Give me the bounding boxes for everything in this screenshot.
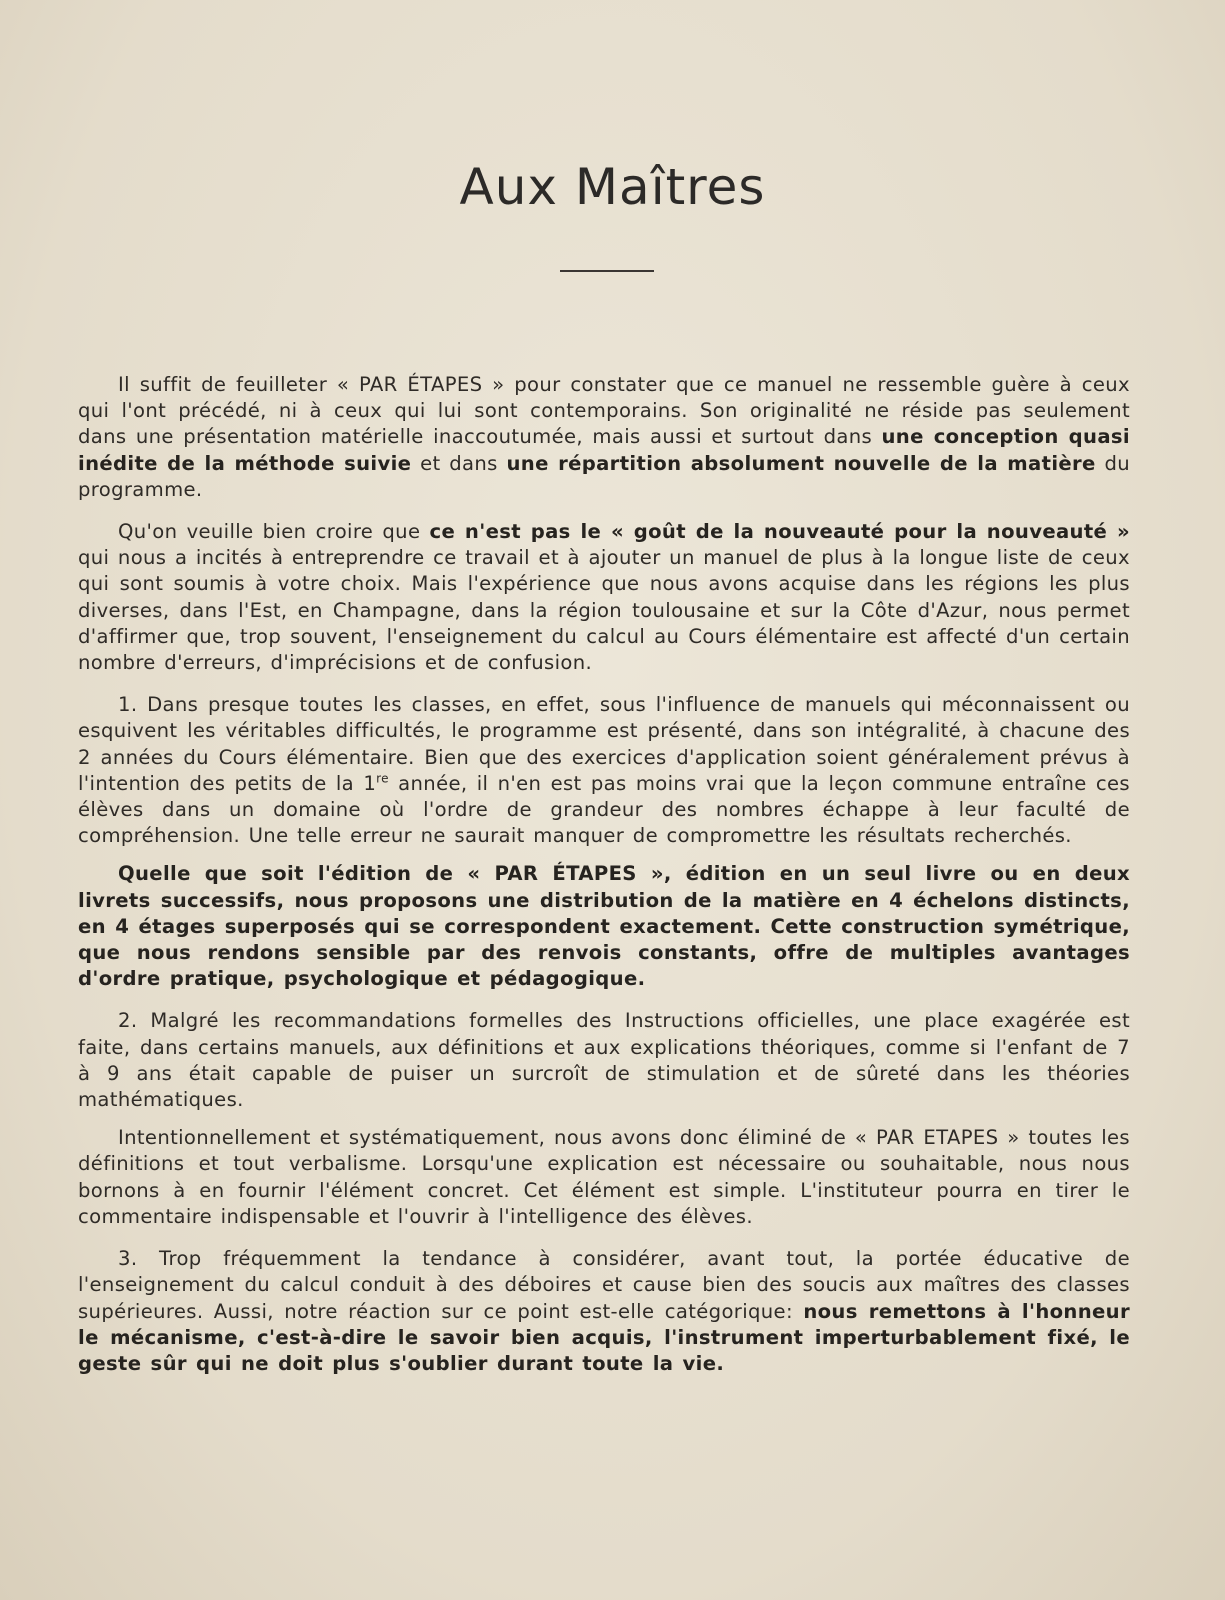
text-run: Il suffit de feuilleter « PAR ÉTAPES » pour constater que ce manuel ne ressemble guère à ceux qui l'ont précédé, ni à ceux qui lui sont contemporains. Son originalité ne réside pas seulement dans une présentation matérielle inaccoutumée, mais aussi et surtout dans <box>78 373 1130 449</box>
text-run: ce n'est pas le « goût de la nouveauté pour la nouveauté » <box>429 520 1130 544</box>
paragraph-6 <box>78 1125 1130 1230</box>
text-run: nous remettons à l'honneur le mécanisme, c'est-à-dire le savoir bien acquis, l'instrument imperturbablement fixé, le geste sûr qui ne doit plus s'oublier durant toute la vie. <box>78 1299 1130 1375</box>
title-divider <box>560 270 654 272</box>
text-run: Quelle que soit l'édition de « PAR ÉTAPES », édition en un seul livre ou en deux livrets successifs, nous proposons une distribution de la matière en 4 échelons distincts, en 4 étages superposés qui se correspondent exactement. Cette construction symétrique, que nous rendons sensible par des renvois constants, offre de multiples avantages d'ordre pratique, psychologique et pédagogique. <box>78 862 1130 991</box>
text-run: année, il n'en est pas moins vrai que la leçon commune entraîne ces élèves dans un domaine où l'ordre de grandeur des nombres échappe à leur faculté de compréhension. Une telle erreur ne saurait manquer de compromettre les résultats recherchés. <box>78 771 1130 848</box>
text-run: 1. Dans presque toutes les classes, en effet, sous l'influence de manuels qui méconnaissent ou esquivent les véritables difficultés, le programme est présenté, dans son intégralité, à chacune des 2 années du Cours élémentaire. Bien que des exercices d'application soient généralement prévus à l'intention des petits de la 1 <box>78 693 1130 795</box>
text-run: Qu'on veuille bien croire que <box>118 520 430 544</box>
text-run: re <box>376 771 389 786</box>
page-title: Aux Maîtres <box>459 158 766 216</box>
text-run: Intentionnellement et systématiquement, nous avons donc éliminé de « PAR ETAPES » toutes les définitions et tout verbalisme. Lorsqu'une explication est nécessaire ou souhaitable, nous nous bornons à en fournir l'élément concret. Cet élément est simple. L'instituteur pourra en tirer le commentaire indispensable et l'ouvrir à l'intelligence des élèves. <box>78 1126 1130 1228</box>
text-run: du programme. <box>78 451 1130 501</box>
text-run: 2. Malgré les recommandations formelles des Instructions officielles, une place exagérée est faite, dans certains manuels, aux définitions et aux explications théoriques, comme si l'enfant de 7 à 9 ans était capable de puiser un surcroît de stimulation et de sûreté dans les théories mathématiques. <box>78 1009 1130 1112</box>
paragraph-4 <box>78 861 1130 992</box>
paragraph-1 <box>78 372 1130 503</box>
paragraph-2 <box>78 519 1130 676</box>
text-run: 3. Trop fréquemment la tendance à considérer, avant tout, la portée éducative de l'enseignement du calcul conduit à des déboires et cause bien des soucis aux maîtres des classes supérieures. Aussi, notre réaction sur ce point est-elle catégorique: <box>78 1247 1130 1323</box>
paragraph-3 <box>78 692 1130 849</box>
text-run: une conception quasi inédite de la méthode suivie <box>78 425 1130 475</box>
paragraph-7 <box>78 1246 1130 1377</box>
text-run: qui nous a incités à entreprendre ce travail et à ajouter un manuel de plus à la longue liste de ceux qui sont soumis à votre choix. Mais l'expérience que nous avons acquise dans les régions les plus diverses, dans l'Est, en Champagne, dans la région toulousaine et sur la Côte d'Azur, nous permet d'affirmer que, trop souvent, l'enseignement du calcul au Cours élémentaire est affecté d'un certain nombre d'erreurs, d'imprécisions et de confusion. <box>78 546 1130 675</box>
body-text <box>78 372 1130 1393</box>
text-run: une répartition absolument nouvelle de la matière <box>506 451 1096 475</box>
paragraph-5 <box>78 1008 1130 1113</box>
text-run: et dans <box>411 451 507 475</box>
